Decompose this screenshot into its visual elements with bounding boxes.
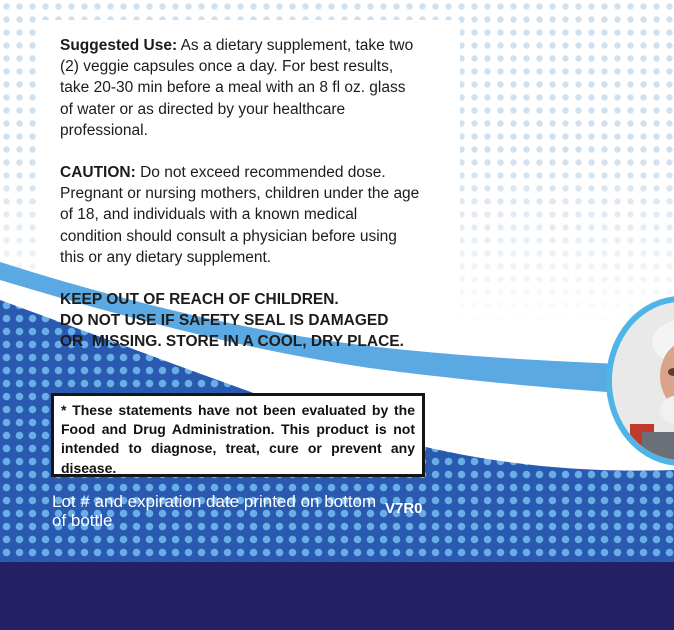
caution-text: Do not exceed recommended dose. Pregnant or nursing mothers, children under the age of 18, and individuals with a known medical condition should consult a physician before using this or any dietary supplement.	[60, 164, 420, 266]
warning-line: KEEP OUT OF REACH OF CHILDREN.	[60, 291, 339, 308]
version-code: V7R0	[385, 500, 423, 517]
warning-block	[60, 289, 440, 353]
suggested-use-paragraph	[60, 35, 420, 141]
caution-paragraph	[60, 162, 420, 268]
suggested-use-text: As a dietary supplement, take two (2) veggie capsules once a day. For best results, take 20-30 min before a meal with an 8 fl oz. glass of water or as directed by your healthcare professional.	[60, 37, 414, 139]
warning-line: DO NOT USE IF SAFETY SEAL IS DAMAGED	[60, 312, 389, 330]
navy-footer-band	[0, 562, 674, 630]
lot-notice: Lot # and expiration date printed on bottom of bottle	[52, 492, 377, 530]
fda-disclaimer-box: * These statements have not been evaluated by the Food and Drug Administration. This product is not intended to diagnose, treat, cure or prevent any disease.	[51, 393, 425, 477]
suggested-use-heading: Suggested Use:	[60, 37, 178, 54]
caution-heading: CAUTION:	[60, 164, 136, 181]
warning-line: OR MISSING. STORE IN A COOL, DRY PLACE.	[60, 333, 404, 351]
